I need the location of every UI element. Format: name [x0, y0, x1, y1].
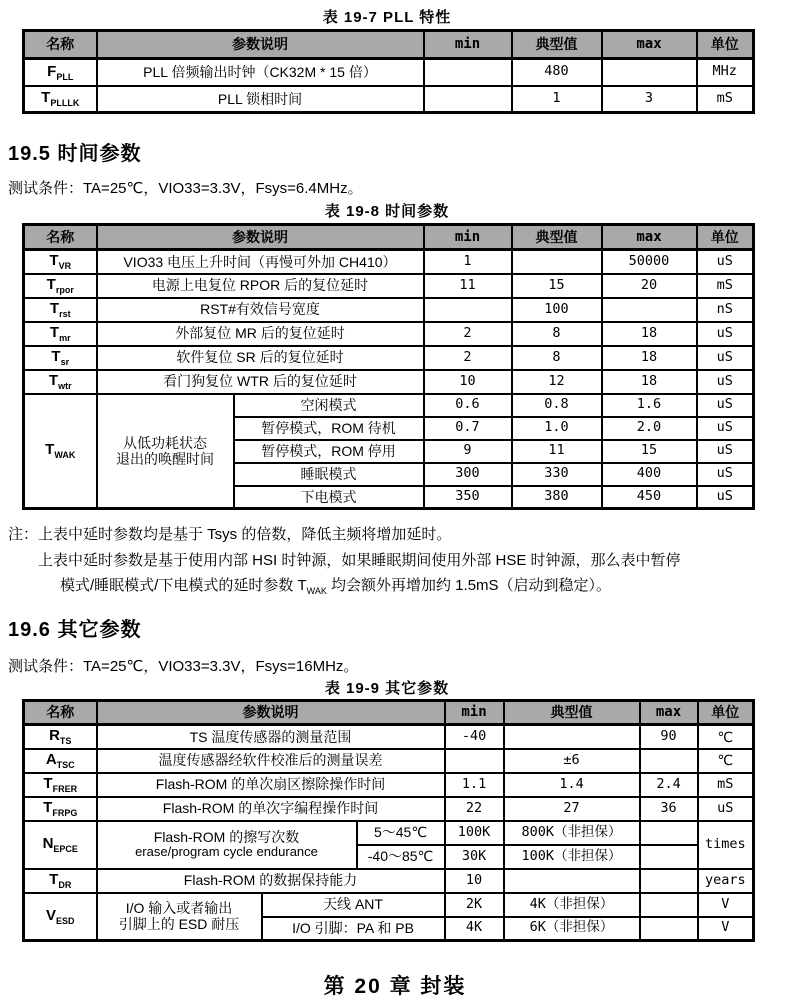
unit-cell: uS — [698, 797, 754, 821]
esd-desc-cell — [97, 893, 262, 941]
min-cell: 1 — [424, 250, 512, 274]
max-cell: 400 — [602, 463, 697, 486]
param-symbol-sub: wtr — [58, 380, 72, 391]
typ-cell: 4K（非担保） — [504, 893, 640, 917]
temp-range-cell: -40～85℃ — [357, 845, 445, 869]
param-name-cell — [24, 370, 97, 394]
wake-mode-cell: 暂停模式，ROM 停用 — [234, 440, 424, 463]
param-name-cell — [24, 298, 97, 322]
wake-mode-cell: 暂停模式，ROM 待机 — [234, 417, 424, 440]
unit-cell: uS — [697, 250, 754, 274]
wake-mode-cell: 空闲模式 — [234, 394, 424, 417]
param-symbol-sub: PLL — [56, 71, 74, 82]
col-header-name: 名称 — [24, 31, 97, 59]
temp-range-cell: 5～45℃ — [357, 821, 445, 845]
unit-cell: ℃ — [698, 725, 754, 749]
wake-desc-line1: 从低功耗状态 — [123, 434, 207, 451]
min-cell: 11 — [424, 274, 512, 298]
header-row — [24, 31, 754, 59]
min-cell: 30K — [445, 845, 504, 869]
param-desc-cell: 温度传感器经软件校准后的测量误差 — [97, 749, 445, 773]
param-symbol-sub: EPCE — [53, 843, 78, 854]
max-cell: 450 — [602, 486, 697, 509]
table-row — [24, 821, 754, 845]
table-19-8-caption: 表 19-8 时间参数 — [324, 203, 450, 220]
unit-cell: years — [698, 869, 754, 893]
test-condition-19-5: 测试条件：TA=25℃，VIO33=3.3V，Fsys=6.4MHz。 — [8, 180, 363, 197]
typ-cell: 1.4 — [504, 773, 640, 797]
param-symbol: N — [42, 834, 54, 852]
table-row — [24, 346, 754, 370]
min-cell: 100K — [445, 821, 504, 845]
min-cell: 10 — [424, 370, 512, 394]
param-desc-cell: PLL 倍频输出时钟（CK32M * 15 倍） — [97, 59, 424, 86]
max-cell — [640, 917, 698, 941]
min-cell: 22 — [445, 797, 504, 821]
esd-pin-cell: I/O 引脚：PA 和 PB — [262, 917, 445, 941]
col-header-unit: 单位 — [697, 225, 754, 250]
param-name-cell — [24, 86, 97, 113]
typ-cell — [504, 869, 640, 893]
table-row — [24, 773, 754, 797]
typ-cell: 1 — [512, 86, 602, 113]
param-symbol-sub: TSC — [56, 759, 75, 770]
table-row — [24, 797, 754, 821]
table-row — [24, 869, 754, 893]
typ-cell — [512, 250, 602, 274]
table-19-9-wrap — [22, 699, 752, 942]
param-name-cell — [24, 274, 97, 298]
param-desc-cell: Flash-ROM 的单次字编程操作时间 — [97, 797, 445, 821]
min-cell — [424, 59, 512, 86]
unit-cell: uS — [697, 486, 754, 509]
typ-cell: 100K（非担保） — [504, 845, 640, 869]
max-cell — [602, 59, 697, 86]
param-symbol: T — [49, 870, 59, 888]
param-desc-cell: 电源上电复位 RPOR 后的复位延时 — [97, 274, 424, 298]
unit-cell: V — [698, 917, 754, 941]
param-symbol-sub: DR — [58, 879, 72, 890]
col-header-desc: 参数说明 — [97, 225, 424, 250]
unit-cell: uS — [697, 440, 754, 463]
param-symbol-sub: TS — [59, 736, 72, 747]
param-symbol: T — [41, 89, 51, 107]
min-cell: 2 — [424, 322, 512, 346]
param-symbol: T — [49, 252, 59, 270]
typ-cell: 12 — [512, 370, 602, 394]
typ-cell: 1.0 — [512, 417, 602, 440]
table-19-8-wrap — [22, 223, 752, 510]
param-desc-cell: Flash-ROM 的单次扇区擦除操作时间 — [97, 773, 445, 797]
max-cell: 50000 — [602, 250, 697, 274]
unit-cell: mS — [698, 773, 754, 797]
param-name-cell — [24, 869, 97, 893]
col-header-desc: 参数说明 — [97, 701, 445, 725]
min-cell — [445, 749, 504, 773]
esd-desc-line1: I/O 输入或者输出 — [125, 900, 233, 917]
min-cell: 0.7 — [424, 417, 512, 440]
param-name-cell — [24, 250, 97, 274]
param-symbol: T — [49, 323, 60, 341]
table-row — [24, 274, 754, 298]
typ-cell: 380 — [512, 486, 602, 509]
timing-parameters-table — [22, 223, 755, 510]
unit-cell: V — [698, 893, 754, 917]
table-row — [24, 725, 754, 749]
table-19-7-wrap — [22, 29, 752, 114]
min-cell: 9 — [424, 440, 512, 463]
min-cell: 300 — [424, 463, 512, 486]
typ-cell: 480 — [512, 59, 602, 86]
param-symbol-sub: rpor — [55, 284, 74, 295]
chapter-20-heading: 第 20 章 封装 — [323, 975, 467, 998]
unit-cell: uS — [697, 322, 754, 346]
max-cell: 18 — [602, 346, 697, 370]
param-symbol-sub: sr — [60, 356, 70, 367]
typ-cell: 15 — [512, 274, 602, 298]
col-header-typ: 典型值 — [504, 701, 640, 725]
typ-cell: 11 — [512, 440, 602, 463]
typ-cell: 27 — [504, 797, 640, 821]
param-desc-cell: PLL 锁相时间 — [97, 86, 424, 113]
max-cell — [602, 298, 697, 322]
table-row — [24, 59, 754, 86]
param-symbol-sub: rst — [59, 308, 71, 319]
unit-cell: times — [698, 821, 754, 869]
col-header-typ: 典型值 — [512, 31, 602, 59]
endurance-desc-line1: Flash-ROM 的擦写次数 — [153, 828, 300, 845]
param-symbol: T — [43, 774, 53, 792]
param-name-cell — [24, 322, 97, 346]
unit-cell: uS — [697, 346, 754, 370]
param-name-cell — [24, 346, 97, 370]
table-19-9-caption: 表 19-9 其它参数 — [324, 680, 450, 697]
note-line-3-pre: 模式/睡眠模式/下电模式的延时参数 T — [60, 577, 307, 594]
col-header-max: max — [602, 31, 697, 59]
param-symbol: T — [49, 299, 60, 317]
min-cell: 350 — [424, 486, 512, 509]
note-line-1: 注：上表中延时参数均是基于 Tsys 的倍数，降低主频将增加延时。 — [8, 526, 452, 543]
max-cell — [640, 821, 698, 845]
param-symbol: T — [45, 441, 55, 459]
unit-cell: uS — [697, 370, 754, 394]
max-cell: 18 — [602, 370, 697, 394]
table-row — [24, 250, 754, 274]
esd-pin-cell: 天线 ANT — [262, 893, 445, 917]
wake-mode-cell: 下电模式 — [234, 486, 424, 509]
min-cell: -40 — [445, 725, 504, 749]
table-row — [24, 86, 754, 113]
max-cell: 3 — [602, 86, 697, 113]
table-row — [24, 298, 754, 322]
unit-cell: uS — [697, 463, 754, 486]
param-desc-cell: 看门狗复位 WTR 后的复位延时 — [97, 370, 424, 394]
typ-cell — [504, 725, 640, 749]
param-symbol: A — [45, 750, 57, 768]
pll-characteristics-table — [22, 29, 755, 114]
param-symbol-sub: FRER — [52, 783, 78, 794]
typ-cell: ±6 — [504, 749, 640, 773]
table-row — [24, 370, 754, 394]
param-symbol-sub: VR — [58, 261, 72, 272]
param-name-cell — [24, 749, 97, 773]
section-heading-19-5: 19.5 时间参数 — [8, 143, 142, 165]
param-name-cell-vesd — [24, 893, 97, 941]
min-cell: 1.1 — [445, 773, 504, 797]
col-header-min: min — [445, 701, 504, 725]
col-header-typ: 典型值 — [512, 225, 602, 250]
param-name-cell-nepce — [24, 821, 97, 869]
param-symbol-sub: ESD — [56, 915, 75, 926]
param-symbol: T — [46, 275, 56, 293]
param-symbol: R — [49, 727, 60, 745]
max-cell — [640, 845, 698, 869]
table-row — [24, 749, 754, 773]
max-cell: 2.0 — [602, 417, 697, 440]
note-line-3-sub: WAK — [306, 586, 327, 596]
param-name-cell — [24, 725, 97, 749]
esd-desc-line2: 引脚上的 ESD 耐压 — [118, 916, 240, 933]
wake-desc-cell — [97, 394, 234, 509]
test-condition-19-6: 测试条件：TA=25℃，VIO33=3.3V，Fsys=16MHz。 — [8, 658, 359, 675]
col-header-min: min — [424, 31, 512, 59]
max-cell: 1.6 — [602, 394, 697, 417]
table-19-7-caption: 表 19-7 PLL 特性 — [322, 9, 452, 26]
param-symbol: T — [51, 347, 61, 365]
param-symbol-sub: PLLLK — [50, 98, 80, 109]
param-desc-cell: TS 温度传感器的测量范围 — [97, 725, 445, 749]
min-cell: 2 — [424, 346, 512, 370]
unit-cell: nS — [697, 298, 754, 322]
unit-cell: mS — [697, 274, 754, 298]
max-cell: 90 — [640, 725, 698, 749]
param-symbol: T — [48, 371, 59, 389]
endurance-desc-line2: erase/program cycle endurance — [135, 844, 318, 860]
col-header-unit: 单位 — [697, 31, 754, 59]
header-row — [24, 225, 754, 250]
max-cell: 36 — [640, 797, 698, 821]
wake-desc-line2: 退出的唤醒时间 — [116, 450, 214, 467]
typ-cell: 330 — [512, 463, 602, 486]
typ-cell: 0.8 — [512, 394, 602, 417]
col-header-desc: 参数说明 — [97, 31, 424, 59]
col-header-name: 名称 — [24, 701, 97, 725]
col-header-name: 名称 — [24, 225, 97, 250]
param-name-cell — [24, 773, 97, 797]
max-cell: 15 — [602, 440, 697, 463]
min-cell: 10 — [445, 869, 504, 893]
param-name-cell — [24, 797, 97, 821]
max-cell: 2.4 — [640, 773, 698, 797]
unit-cell: mS — [697, 86, 754, 113]
col-header-max: max — [640, 701, 698, 725]
max-cell: 20 — [602, 274, 697, 298]
unit-cell: uS — [697, 417, 754, 440]
param-symbol: T — [43, 798, 53, 816]
col-header-unit: 单位 — [698, 701, 754, 725]
wake-mode-cell: 睡眠模式 — [234, 463, 424, 486]
param-name-cell-twak — [24, 394, 97, 509]
other-parameters-table — [22, 699, 755, 942]
max-cell — [640, 749, 698, 773]
param-desc-cell: VIO33 电压上升时间（再慢可外加 CH410） — [97, 250, 424, 274]
typ-cell: 100 — [512, 298, 602, 322]
typ-cell: 800K（非担保） — [504, 821, 640, 845]
param-name-cell — [24, 59, 97, 86]
max-cell — [640, 893, 698, 917]
min-cell: 2K — [445, 893, 504, 917]
note-line-3 — [60, 574, 611, 596]
note-line-3-post: 均会额外再增加约 1.5mS（启动到稳定）。 — [326, 577, 612, 594]
typ-cell: 6K（非担保） — [504, 917, 640, 941]
max-cell: 18 — [602, 322, 697, 346]
endurance-desc-cell — [97, 821, 357, 869]
min-cell — [424, 298, 512, 322]
param-desc-cell: RST#有效信号宽度 — [97, 298, 424, 322]
typ-cell: 8 — [512, 322, 602, 346]
unit-cell: MHz — [697, 59, 754, 86]
table-row — [24, 893, 754, 917]
param-symbol-sub: FRPG — [52, 807, 78, 818]
param-symbol-sub: WAK — [54, 450, 76, 461]
col-header-max: max — [602, 225, 697, 250]
param-symbol-sub: mr — [59, 332, 71, 343]
table-row — [24, 394, 754, 417]
col-header-min: min — [424, 225, 512, 250]
param-symbol: F — [47, 62, 57, 80]
header-row — [24, 701, 754, 725]
max-cell — [640, 869, 698, 893]
typ-cell: 8 — [512, 346, 602, 370]
note-line-2: 上表中延时参数是基于使用内部 HSI 时钟源，如果睡眠期间使用外部 HSE 时钟源，那么表中暂停 — [38, 552, 681, 569]
unit-cell: uS — [697, 394, 754, 417]
section-heading-19-6: 19.6 其它参数 — [8, 619, 142, 641]
min-cell: 4K — [445, 917, 504, 941]
param-desc-cell: Flash-ROM 的数据保持能力 — [97, 869, 445, 893]
unit-cell: ℃ — [698, 749, 754, 773]
min-cell: 0.6 — [424, 394, 512, 417]
param-desc-cell: 外部复位 MR 后的复位延时 — [97, 322, 424, 346]
param-desc-cell: 软件复位 SR 后的复位延时 — [97, 346, 424, 370]
table-row — [24, 322, 754, 346]
min-cell — [424, 86, 512, 113]
param-symbol: V — [45, 906, 56, 924]
